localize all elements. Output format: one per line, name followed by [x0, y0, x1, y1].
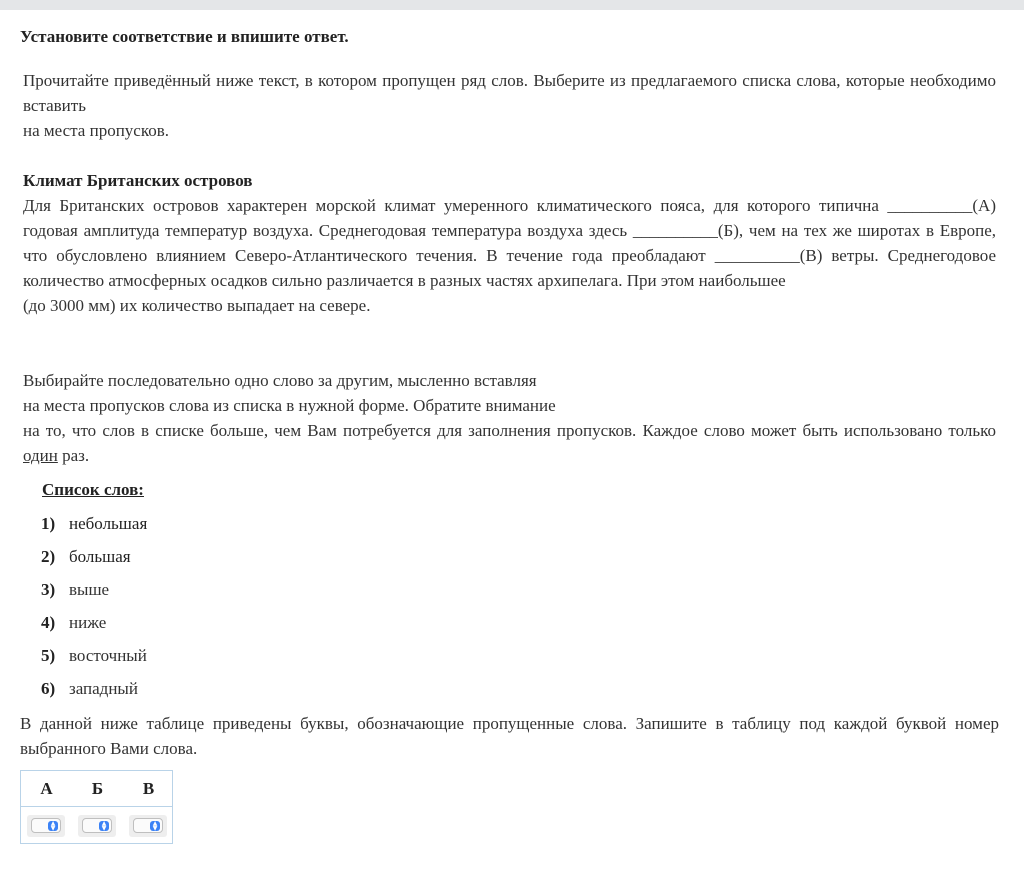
word-list-item: [41, 514, 147, 534]
table-instructions: В данной ниже таблице приведены буквы, обозначающие пропущенные слова. Запишите в таблицу под каждой буквой номер выбранного Вами слова.: [20, 714, 999, 758]
passage: [23, 168, 996, 318]
word-number: 5): [41, 646, 56, 665]
passage-text: (до 3000 мм) их количество выпадает на севере.: [23, 296, 371, 315]
answer-select-a[interactable]: [31, 818, 61, 833]
word-text: большая: [69, 547, 131, 566]
instructions-line: [23, 418, 996, 468]
instructions: [23, 368, 996, 468]
answer-letter-b: Б: [91, 779, 104, 798]
instructions-underlined: один: [23, 446, 58, 465]
chevron-updown-icon: ▲ ▼: [150, 821, 160, 831]
word-text: западный: [69, 679, 138, 698]
passage-heading: Климат Британских островов: [23, 171, 253, 190]
instructions-text: раз.: [57, 446, 90, 465]
top-bar: [0, 0, 1024, 10]
answer-table: [20, 770, 173, 844]
word-text: восточный: [69, 646, 147, 665]
word-text: выше: [69, 580, 110, 599]
word-number: 4): [41, 613, 56, 632]
word-text: ниже: [69, 613, 107, 632]
answer-cell-v: [129, 815, 167, 837]
answer-table-header: [21, 771, 172, 807]
word-number: 1): [41, 514, 56, 533]
task-title: Установите соответствие и впишите ответ.: [20, 27, 349, 46]
intro-line: на места пропусков.: [23, 121, 170, 140]
passage-text: Для Британских островов характерен морской климат умеренного климатического пояса, для которого типична __________(А) годовая амплитуда температур воздуха. Среднегодовая температура воздуха здесь __________(Б), чем на тех же широтах в Европе, что обусловлено влиянием Северо-Атлантического течения. В течение года преобладают __________(В) ветры. Среднегодовое количество атмосферных осадков сильно различается в разных частях архипелага. При этом наибольшее: [23, 196, 996, 290]
word-list-item: [41, 646, 147, 666]
word-list-item: [41, 679, 138, 699]
answer-letter-a: А: [40, 779, 53, 798]
word-number: 2): [41, 547, 56, 566]
answer-select-b[interactable]: [82, 818, 112, 833]
word-number: 6): [41, 679, 56, 698]
intro-text: [23, 68, 996, 143]
instructions-text: на то, что слов в списке больше, чем Вам потребуется для заполнения пропусков. Каждое слово может быть использовано только: [23, 421, 996, 440]
word-number: 3): [41, 580, 56, 599]
chevron-updown-icon: ▲ ▼: [99, 821, 109, 831]
word-list-item: [41, 547, 131, 567]
instructions-line: на места пропусков слова из списка в нужной форме. Обратите внимание: [23, 396, 556, 415]
word-list-item: [41, 613, 106, 633]
answer-select-v[interactable]: [133, 818, 163, 833]
intro-line: Прочитайте приведённый ниже текст, в котором пропущен ряд слов. Выберите из предлагаемого списка слова, которые необходимо вставить: [23, 71, 996, 115]
chevron-updown-icon: ▲ ▼: [48, 821, 58, 831]
word-text: небольшая: [69, 514, 148, 533]
answer-cell-a: [27, 815, 65, 837]
answer-letter-v: В: [142, 779, 155, 798]
answer-cell-b: [78, 815, 116, 837]
instructions-line: Выбирайте последовательно одно слово за другим, мысленно вставляя: [23, 371, 537, 390]
word-list-title: Список слов:: [42, 480, 144, 499]
word-list-item: [41, 580, 109, 600]
